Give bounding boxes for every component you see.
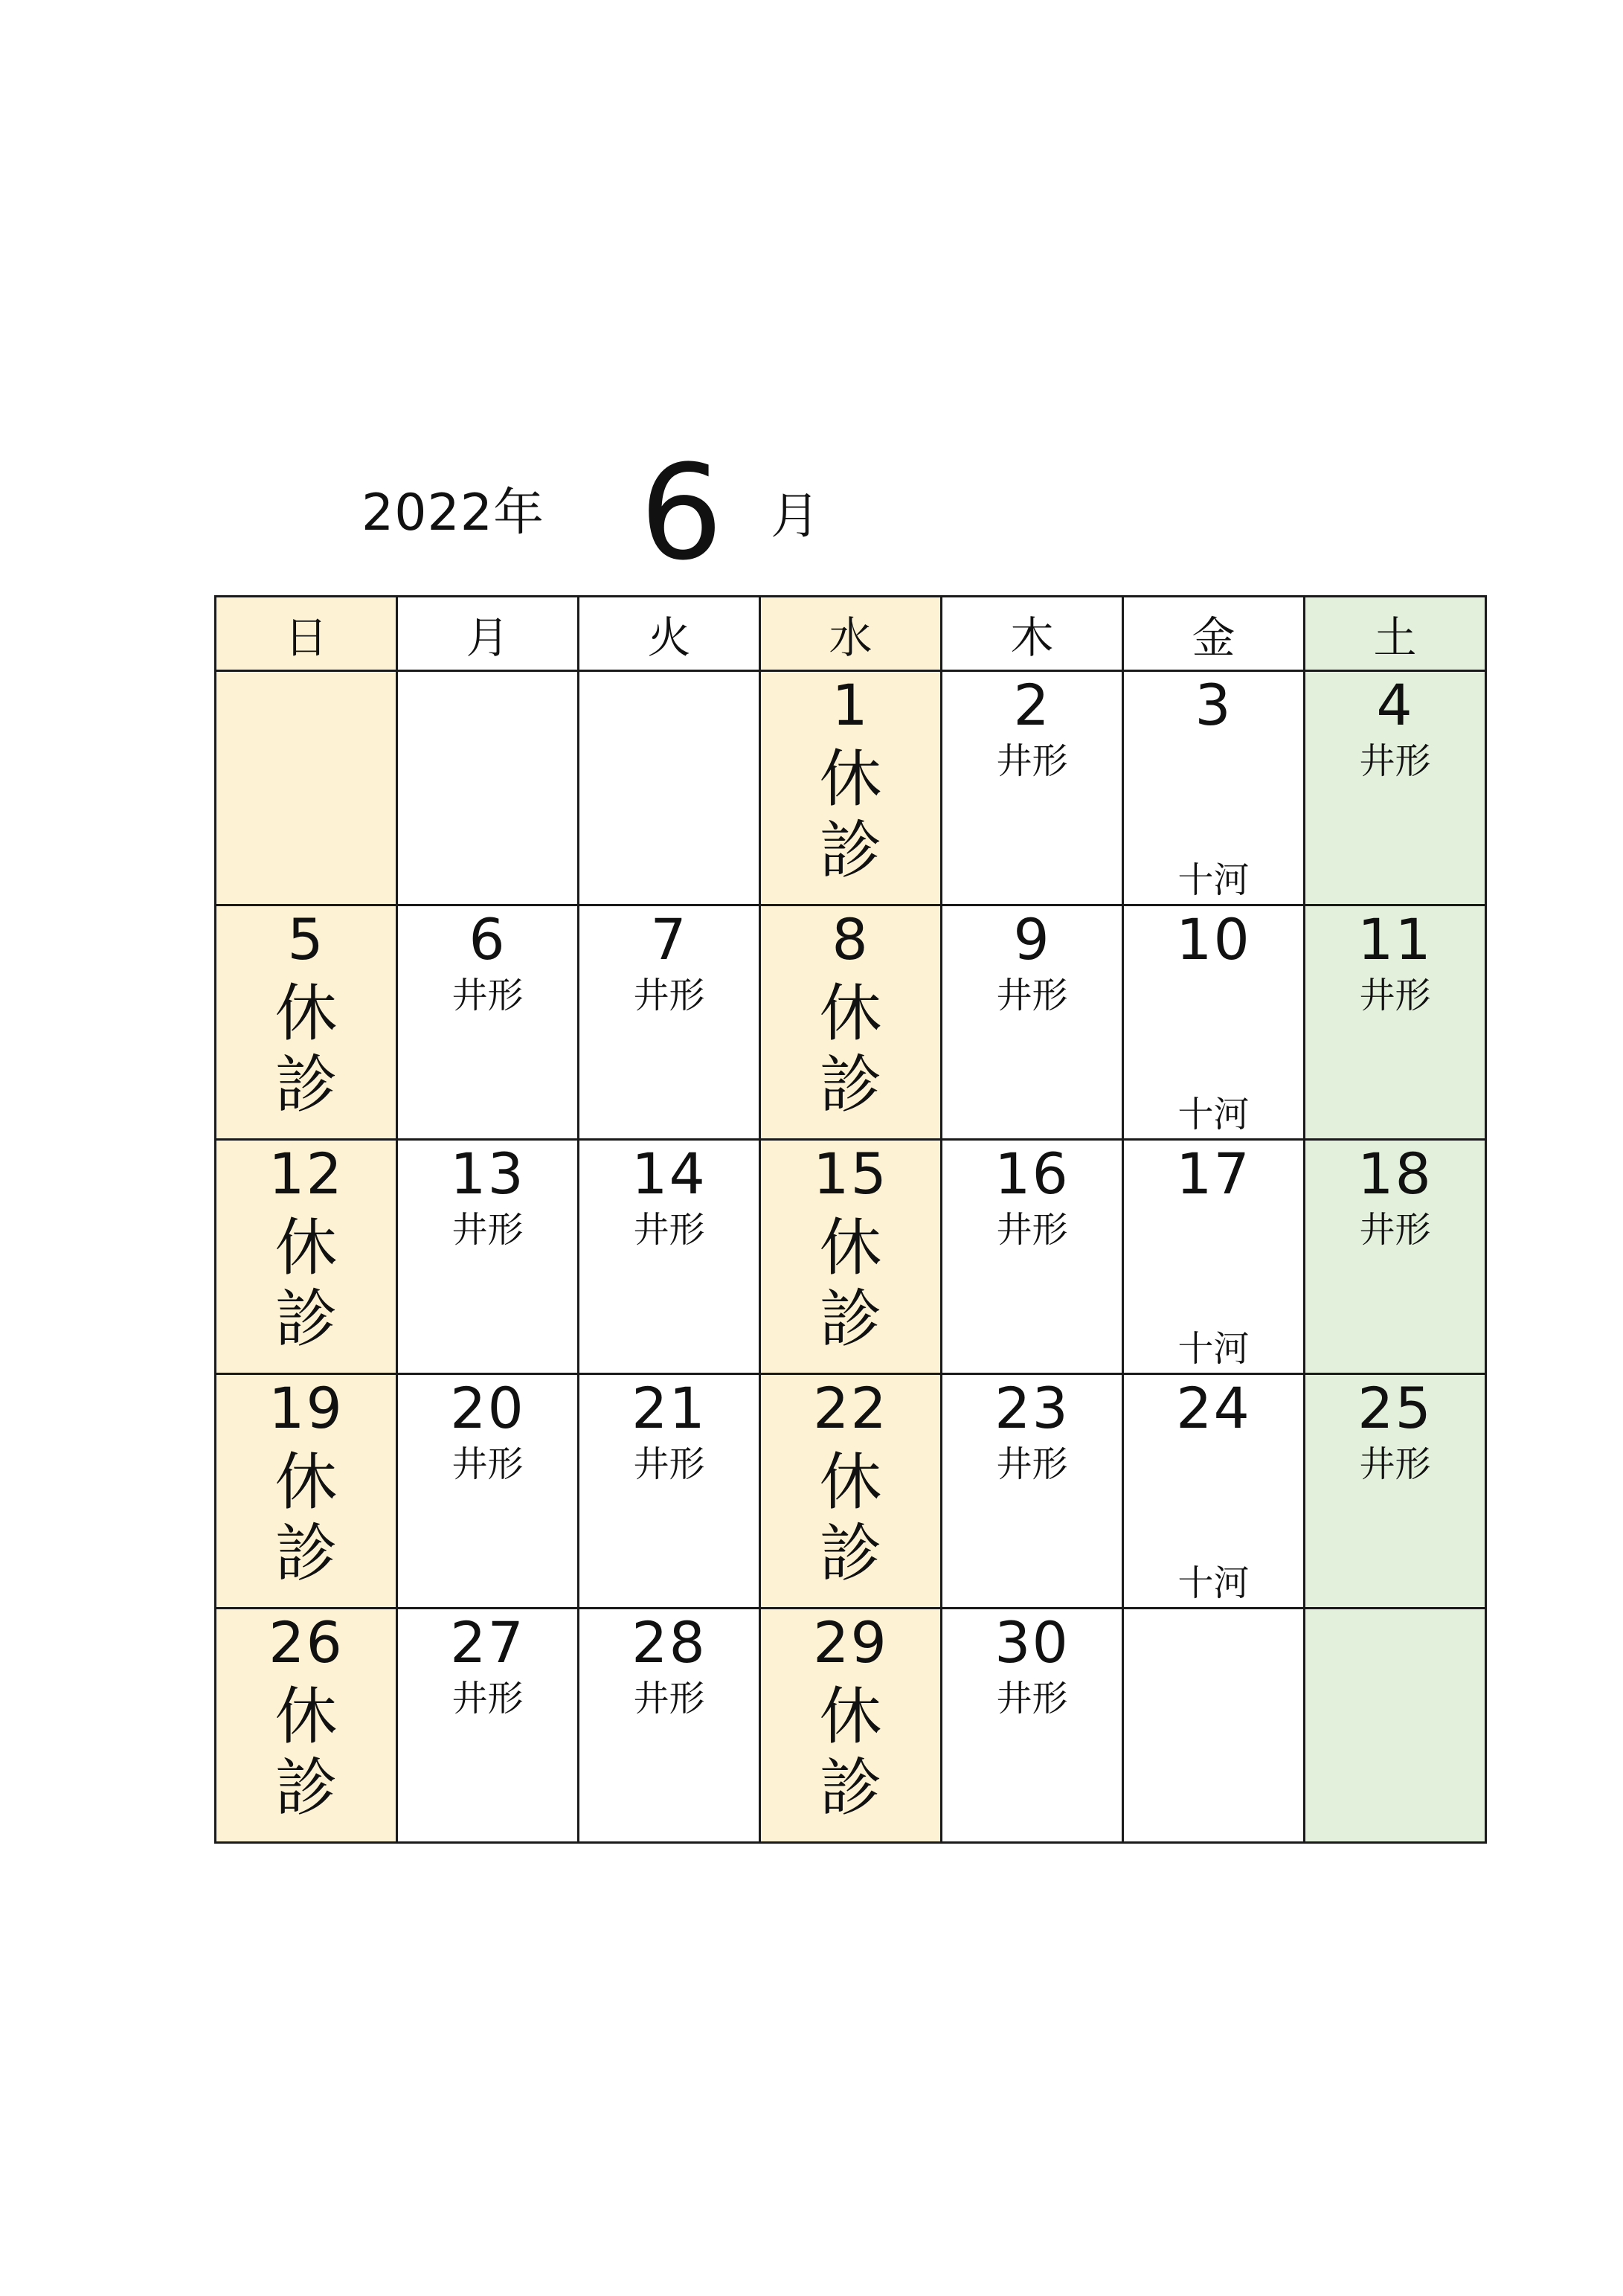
- doctor-note: 井形: [996, 1443, 1068, 1485]
- day-cell: [1123, 1609, 1305, 1843]
- day-cell: [760, 671, 942, 905]
- day-cell: [942, 1140, 1123, 1374]
- doctor-note: 井形: [996, 740, 1068, 782]
- calendar-title: [0, 0, 1623, 595]
- day-number: 12: [269, 1141, 344, 1207]
- day-number: 30: [994, 1609, 1070, 1675]
- day-number: 9: [1013, 906, 1051, 972]
- day-number: 10: [1176, 906, 1251, 972]
- weekday-tuesday: 火: [579, 597, 760, 671]
- closed-label: 休 診: [819, 1446, 882, 1590]
- doctor-note: 井形: [451, 1678, 524, 1719]
- closed-label: 休 診: [274, 1446, 338, 1590]
- day-cell: [1123, 905, 1305, 1140]
- day-cell: [1305, 1609, 1486, 1843]
- day-number: 18: [1357, 1141, 1433, 1207]
- doctor-note: 井形: [996, 1678, 1068, 1719]
- day-number: 21: [631, 1375, 707, 1441]
- day-cell: [1305, 905, 1486, 1140]
- day-number: 7: [650, 906, 688, 972]
- closed-label: 休 診: [274, 977, 338, 1121]
- weekday-monday: 月: [397, 597, 579, 671]
- day-number: 28: [631, 1609, 707, 1675]
- day-cell: [579, 1140, 760, 1374]
- day-number: 6: [469, 906, 507, 972]
- day-number: 3: [1195, 672, 1232, 738]
- day-cell: [397, 1140, 579, 1374]
- day-number: 14: [631, 1141, 707, 1207]
- day-cell: [216, 1609, 397, 1843]
- day-cell: [1123, 1140, 1305, 1374]
- weekday-saturday: 土: [1305, 597, 1486, 671]
- day-number: 20: [450, 1375, 525, 1441]
- day-cell: [760, 905, 942, 1140]
- closed-label: 休 診: [819, 1211, 882, 1356]
- day-cell: [760, 1609, 942, 1843]
- closed-label: 休 診: [274, 1680, 338, 1824]
- month-number: 6: [640, 437, 723, 589]
- day-number: 29: [813, 1609, 888, 1675]
- calendar-grid: [214, 595, 1487, 1844]
- day-cell: [579, 905, 760, 1140]
- week-row: [216, 1609, 1486, 1843]
- day-number: 23: [994, 1375, 1070, 1441]
- day-cell: [760, 1140, 942, 1374]
- day-number: 16: [994, 1141, 1070, 1207]
- day-number: 1: [832, 672, 870, 738]
- doctor-note: 井形: [996, 975, 1068, 1016]
- day-number: 15: [813, 1141, 888, 1207]
- weekday-thursday: 木: [942, 597, 1123, 671]
- day-cell: [942, 671, 1123, 905]
- weekday-wednesday: 水: [760, 597, 942, 671]
- day-cell: [397, 905, 579, 1140]
- day-number: 17: [1176, 1141, 1251, 1207]
- doctor-note: 井形: [996, 1209, 1068, 1251]
- doctor-note-bottom: 十河: [1177, 1562, 1250, 1604]
- day-number: 22: [813, 1375, 888, 1441]
- day-cell: [579, 1374, 760, 1609]
- doctor-note: 井形: [1359, 1443, 1431, 1485]
- doctor-note-bottom: 十河: [1177, 1328, 1250, 1370]
- day-cell: [942, 1609, 1123, 1843]
- year-label: 2022年: [361, 484, 545, 542]
- day-number: 19: [269, 1375, 344, 1441]
- doctor-note: 井形: [1359, 1209, 1431, 1251]
- day-cell: [216, 905, 397, 1140]
- day-number: 13: [450, 1141, 525, 1207]
- day-cell: [397, 1374, 579, 1609]
- week-row: [216, 905, 1486, 1140]
- day-cell: [942, 1374, 1123, 1609]
- doctor-note: 井形: [633, 975, 705, 1016]
- day-cell: [397, 671, 579, 905]
- weekday-header-row: [216, 597, 1486, 671]
- day-cell: [216, 671, 397, 905]
- doctor-note: 井形: [1359, 740, 1431, 782]
- doctor-note: 井形: [1359, 975, 1431, 1016]
- day-number: 8: [832, 906, 870, 972]
- day-cell: [760, 1374, 942, 1609]
- week-row: [216, 1140, 1486, 1374]
- doctor-note: 井形: [451, 1443, 524, 1485]
- closed-label: 休 診: [819, 977, 882, 1121]
- day-cell: [397, 1609, 579, 1843]
- week-row: [216, 671, 1486, 905]
- day-number: 27: [450, 1609, 525, 1675]
- month-suffix: 月: [771, 487, 820, 545]
- day-number: 4: [1376, 672, 1414, 738]
- day-cell: [579, 1609, 760, 1843]
- day-number: 5: [287, 906, 325, 972]
- weekday-friday: 金: [1123, 597, 1305, 671]
- day-cell: [216, 1140, 397, 1374]
- doctor-note: 井形: [451, 1209, 524, 1251]
- day-number: 26: [269, 1609, 344, 1675]
- closed-label: 休 診: [274, 1211, 338, 1356]
- doctor-note: 井形: [633, 1678, 705, 1719]
- weekday-sunday: 日: [216, 597, 397, 671]
- day-number: 2: [1013, 672, 1051, 738]
- day-cell: [1305, 671, 1486, 905]
- closed-label: 休 診: [819, 743, 882, 887]
- day-cell: [1305, 1140, 1486, 1374]
- doctor-note: 井形: [451, 975, 524, 1016]
- doctor-note: 井形: [633, 1209, 705, 1251]
- day-cell: [579, 671, 760, 905]
- day-cell: [1123, 671, 1305, 905]
- day-number: 11: [1357, 906, 1433, 972]
- doctor-note-bottom: 十河: [1177, 859, 1250, 901]
- day-cell: [1305, 1374, 1486, 1609]
- day-cell: [1123, 1374, 1305, 1609]
- doctor-note: 井形: [633, 1443, 705, 1485]
- day-number: 25: [1357, 1375, 1433, 1441]
- day-number: 24: [1176, 1375, 1251, 1441]
- closed-label: 休 診: [819, 1680, 882, 1824]
- week-row: [216, 1374, 1486, 1609]
- doctor-note-bottom: 十河: [1177, 1094, 1250, 1135]
- day-cell: [216, 1374, 397, 1609]
- calendar-body: [216, 671, 1486, 1843]
- day-cell: [942, 905, 1123, 1140]
